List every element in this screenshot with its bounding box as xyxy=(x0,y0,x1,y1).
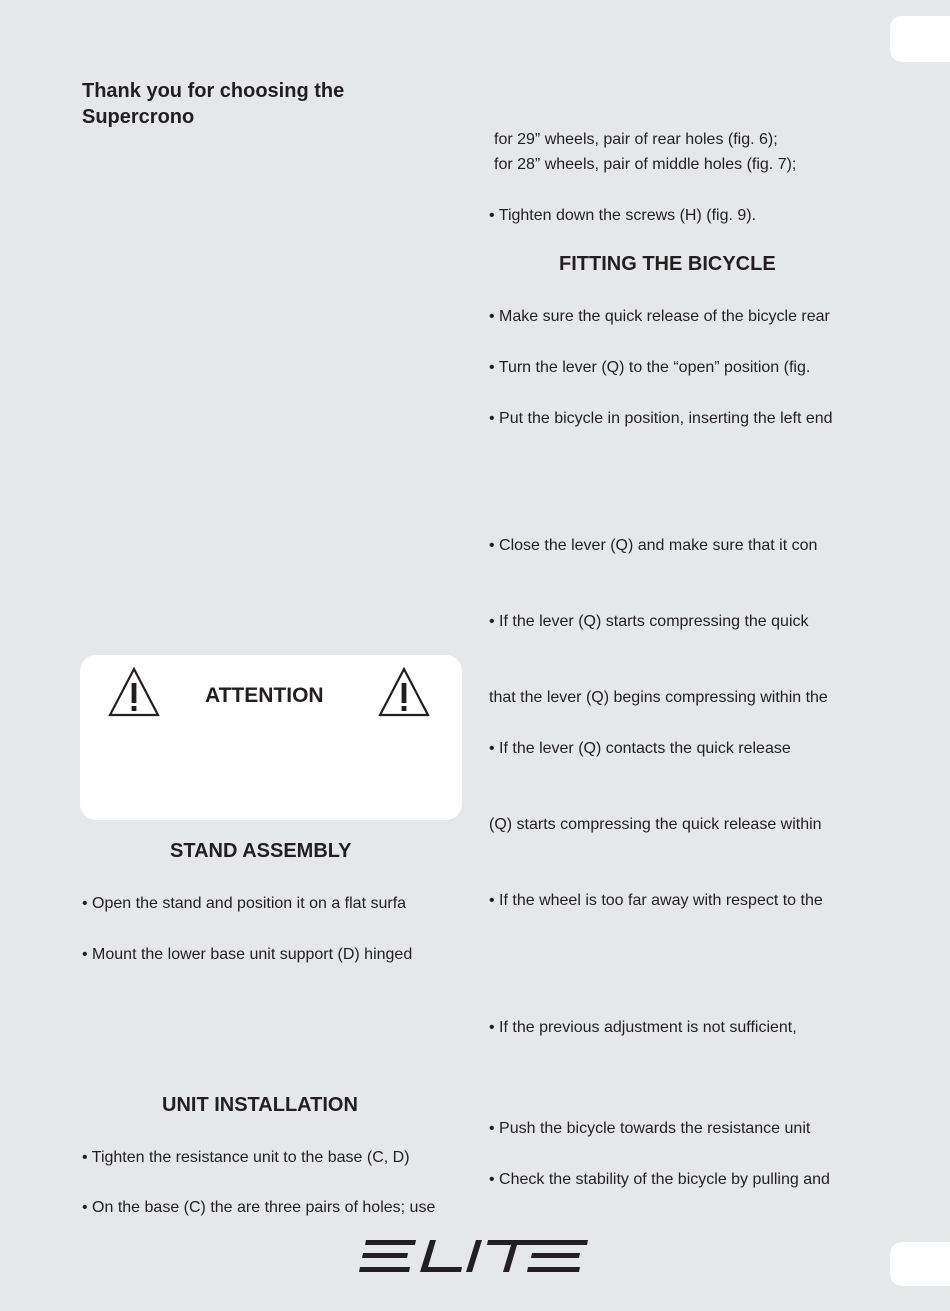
attention-title: ATTENTION xyxy=(205,684,324,707)
fitting-item: • Make sure the quick release of the bicycle rear xyxy=(489,308,830,325)
fitting-item: • If the previous adjustment is not sufficient, xyxy=(489,1019,797,1036)
fitting-item: • Check the stability of the bicycle by pulling and xyxy=(489,1171,830,1188)
unit-installation-heading: UNIT INSTALLATION xyxy=(162,1094,358,1116)
fitting-item: • If the wheel is too far away with respect to the xyxy=(489,892,823,909)
fitting-item: • Turn the lever (Q) to the “open” position (fig. xyxy=(489,359,811,376)
fitting-item: that the lever (Q) begins compressing within the xyxy=(489,689,828,706)
fitting-item: • Push the bicycle towards the resistance unit xyxy=(489,1120,811,1137)
attention-box xyxy=(80,655,462,820)
page-tab-bottom xyxy=(890,1242,950,1286)
stand-assembly-heading: STAND ASSEMBLY xyxy=(170,840,352,862)
fitting-item: (Q) starts compressing the quick release within xyxy=(489,816,822,833)
tighten-screws-item: • Tighten down the screws (H) (fig. 9). xyxy=(489,207,757,224)
holes-line: for 28” wheels, pair of middle holes (fig. 7); xyxy=(494,156,797,173)
warning-icon xyxy=(108,666,160,718)
intro-title: Thank you for choosing the Supercrono xyxy=(82,80,345,128)
fitting-item: • If the lever (Q) contacts the quick release xyxy=(489,740,791,757)
holes-line: for 29” wheels, pair of rear holes (fig. 6); xyxy=(494,131,778,148)
fitting-item: • Put the bicycle in position, inserting the left end xyxy=(489,410,833,427)
unit-installation-item: • Tighten the resistance unit to the base (C, D) xyxy=(82,1149,410,1166)
fitting-item: • Close the lever (Q) and make sure that it con xyxy=(489,537,818,554)
page-tab-top xyxy=(890,16,950,62)
fitting-item: • If the lever (Q) starts compressing the quick xyxy=(489,613,809,630)
stand-assembly-item: • Open the stand and position it on a flat surfa xyxy=(82,895,407,912)
stand-assembly-item: • Mount the lower base unit support (D) hinged xyxy=(82,946,413,963)
unit-installation-item: • On the base (C) the are three pairs of holes; use xyxy=(82,1199,436,1216)
elite-logo xyxy=(358,1238,588,1274)
fitting-bicycle-heading: FITTING THE BICYCLE xyxy=(559,253,776,275)
warning-icon xyxy=(378,666,430,718)
